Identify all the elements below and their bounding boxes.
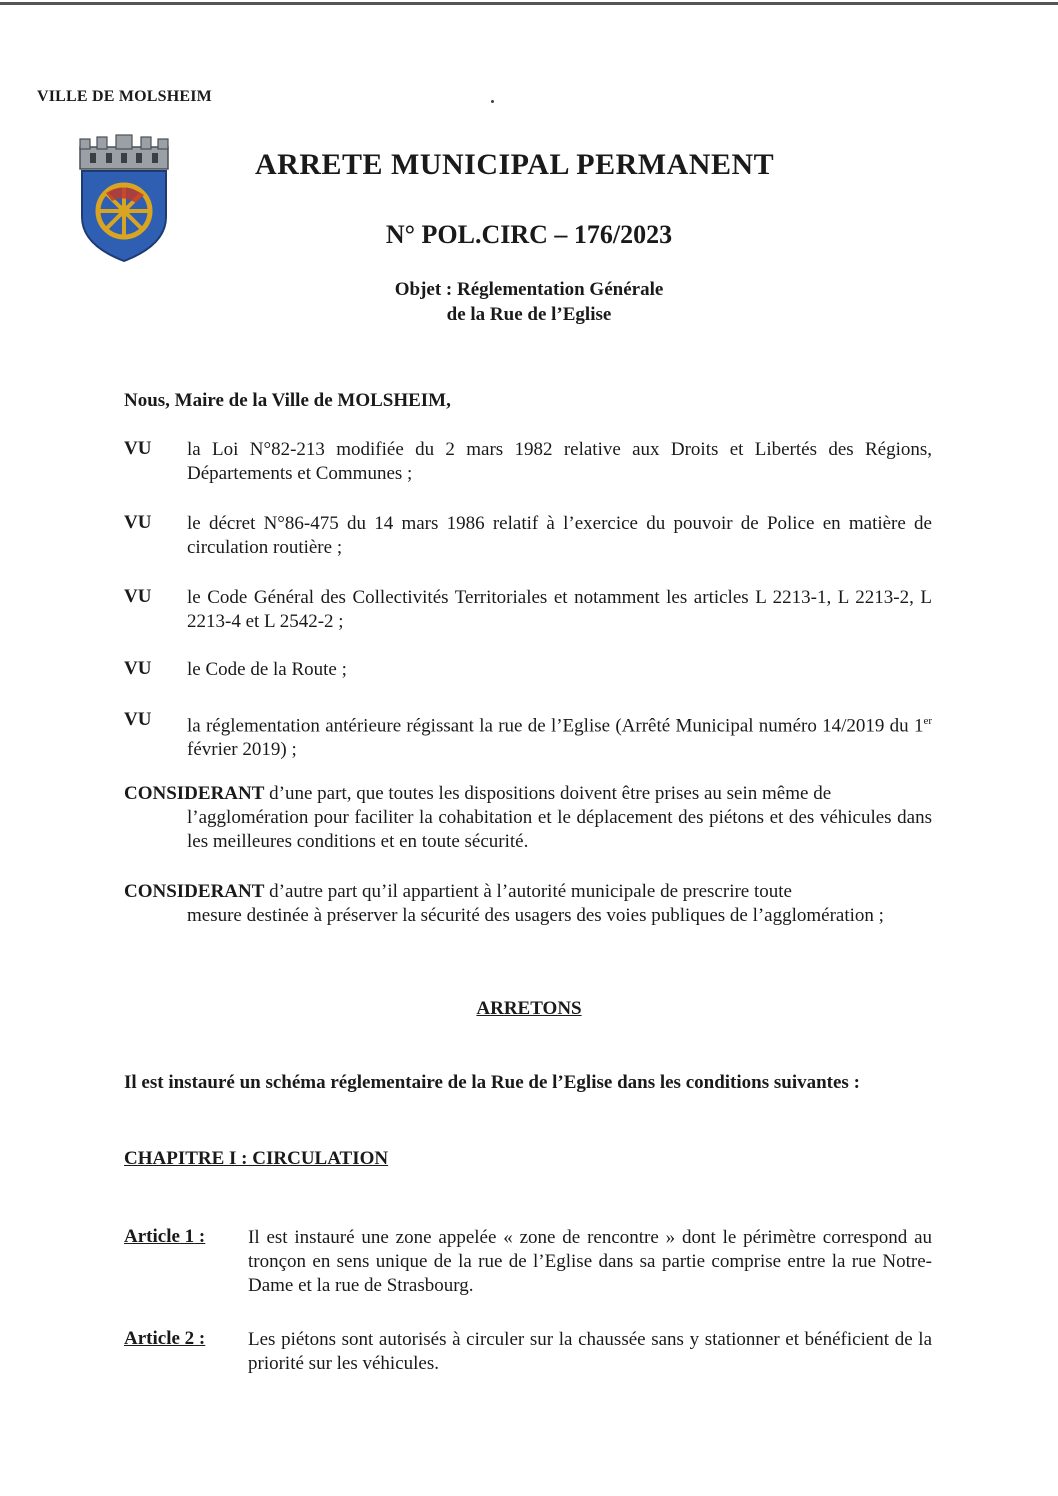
vu-clause-4: le Code de la Route ; — [187, 659, 347, 680]
arretons-heading: ARRETONS — [476, 998, 582, 1019]
issuer-name: VILLE DE MOLSHEIM — [37, 88, 212, 105]
vu-clause-1: la Loi N°82-213 modifiée du 2 mars 1982 relative aux Droits et Libertés des Régions, Départements et Communes ; — [187, 439, 932, 484]
scheme-statement: Il est instauré un schéma réglementaire de la Rue de l’Eglise dans les conditions suivantes : — [124, 1072, 860, 1093]
vu-clause-5 — [187, 709, 932, 762]
decree-number: N° POL.CIRC – 176/2023 — [385, 220, 673, 249]
subject-line-2: de la Rue de l’Eglise — [446, 304, 612, 325]
scan-top-edge — [0, 2, 1058, 5]
decree-subject — [0, 277, 1058, 327]
article-2-label — [124, 1328, 205, 1350]
article-1-label — [124, 1226, 205, 1248]
scan-speck — [491, 100, 494, 103]
considerant-2-continuation: mesure destinée à préserver la sécurité des usagers des voies publiques de l’agglomération ; — [187, 905, 884, 926]
article-colon: : — [194, 1328, 206, 1349]
mayor-preamble: Nous, Maire de la Ville de MOLSHEIM, — [124, 390, 451, 411]
considerant-clause-1 — [124, 782, 932, 854]
article-number: Article 1 — [124, 1226, 195, 1247]
considerant-keyword: CONSIDERANT — [124, 783, 265, 804]
subject-line-1: Objet : Réglementation Générale — [394, 279, 664, 300]
vu-clause-3: le Code Général des Collectivités Territoriales et notamment les articles L 2213-1, L 2213-2, L 2213-4 et L 2542-2 ; — [187, 587, 932, 632]
ordinal-superscript: er — [923, 715, 932, 727]
vu-clause-5-part-2: février 2019) ; — [187, 739, 297, 761]
vu-clause-2: le décret N°86-475 du 14 mars 1986 relatif à l’exercice du pouvoir de Police en matière de circulation routière ; — [187, 513, 932, 558]
considerant-2-first-line: d’autre part qu’il appartient à l’autorité municipale de prescrire toute — [264, 881, 792, 902]
vu-label: VU — [124, 709, 152, 730]
considerant-1-continuation: l’agglomération pour faciliter la cohabitation et le déplacement des piétons et des véhicules dans les meilleures conditions et en toute sécurité. — [187, 807, 932, 852]
vu-clause-5-part-1: la réglementation antérieure régissant la rue de l’Eglise (Arrêté Municipal numéro 14/2019 du 1 — [187, 715, 924, 737]
considerant-1-first-line: d’une part, que toutes les dispositions doivent être prises au sein même de — [264, 783, 832, 804]
article-number: Article 2 — [124, 1328, 195, 1349]
document-title: ARRETE MUNICIPAL PERMANENT — [255, 148, 775, 181]
vu-label: VU — [124, 658, 152, 679]
vu-label: VU — [124, 438, 152, 459]
considerant-keyword: CONSIDERANT — [124, 881, 265, 902]
considerant-clause-2 — [124, 880, 932, 928]
article-colon: : — [194, 1226, 206, 1247]
chapter-heading: CHAPITRE I : CIRCULATION — [124, 1148, 389, 1169]
vu-label: VU — [124, 512, 152, 533]
article-2-text: Les piétons sont autorisés à circuler sur la chaussée sans y stationner et bénéficient de la priorité sur les véhicules. — [248, 1329, 932, 1374]
article-1-text: Il est instauré une zone appelée « zone de rencontre » dont le périmètre correspond au tronçon en sens unique de la rue de l’Eglise dans sa partie comprise entre la rue Notre-Dame et la rue de Strasbourg. — [248, 1227, 932, 1296]
vu-label: VU — [124, 586, 152, 607]
